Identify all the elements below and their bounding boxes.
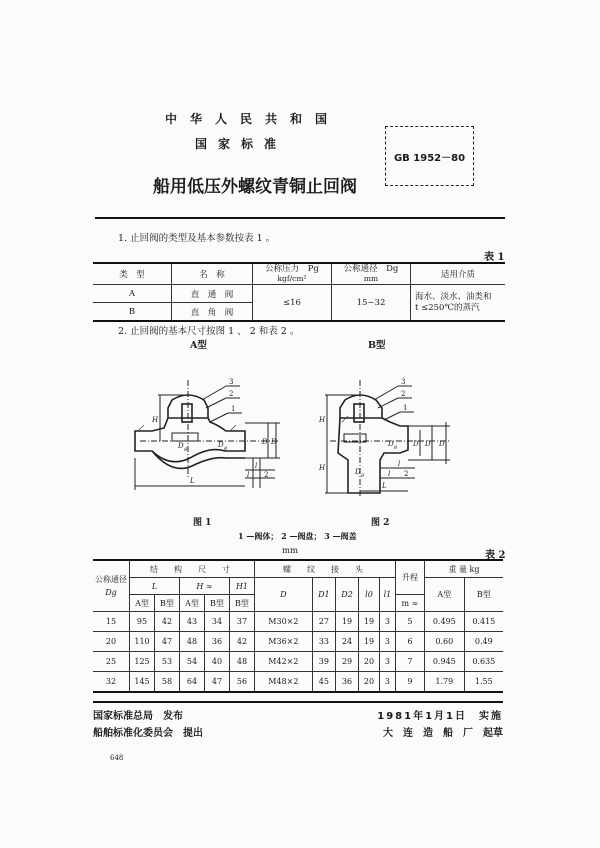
table-row: 15 95 42 43 34 37 M30×2 27 19 19 3 5 0.495 0.415 — [93, 612, 503, 632]
svg-text:l: l — [398, 460, 401, 468]
t2-header-lift: 升程 — [395, 560, 424, 595]
svg-text:H: H — [152, 416, 159, 424]
svg-text:g: g — [224, 445, 228, 451]
figure1-drawing — [130, 378, 280, 493]
unit-label: mm — [282, 546, 299, 556]
footer-divider — [93, 701, 503, 703]
figure2-drawing — [300, 378, 460, 498]
svg-text:l: l — [255, 462, 258, 470]
page-title: 船用低压外螺纹青铜止回阀 — [153, 177, 357, 197]
page-number: 648 — [110, 754, 124, 762]
svg-text:D: D — [425, 440, 431, 448]
section2-text: 2. 止回阀的基本尺寸按图 1 、 2 和表 2 。 — [118, 326, 300, 337]
svg-text:H: H — [319, 464, 326, 472]
proposer: 船舶标准化委员会 提出 — [93, 728, 203, 739]
svg-text:D: D — [388, 440, 394, 448]
country-name: 中华人民共和国 — [165, 112, 341, 126]
svg-text:D: D — [271, 438, 277, 446]
svg-text:2: 2 — [401, 390, 406, 398]
header-divider — [95, 217, 505, 219]
t1-header-pressure: 公称压力 Pg kgf/cm² — [253, 263, 332, 285]
table-row: 32 145 58 64 47 56 M48×2 45 36 20 3 9 1.79 1.55 — [93, 672, 503, 693]
svg-text:1: 1 — [231, 405, 236, 413]
drafter: 大 连 造 船 厂 起草 — [383, 728, 503, 739]
svg-text:g: g — [361, 472, 365, 478]
standard-number-box — [385, 126, 474, 186]
table1-caption: 表 1 — [484, 252, 505, 263]
svg-text:D: D — [218, 441, 224, 449]
table-row: 25 125 53 54 40 48 M42×2 39 29 20 3 7 0.945 0.635 — [93, 652, 503, 672]
svg-text:g: g — [184, 446, 188, 452]
svg-text:1: 1 — [403, 404, 408, 412]
svg-text:g: g — [394, 444, 398, 450]
table2: 公称通径 Dg 结 构 尺 寸 螺 纹 接 头 升程 重 量 kg L H ≈ H1 D D1 D2 l0 l1 A型 B型 A型 B型 A型 B型 B型 m ≈ 15 95 42 43 34 37 M30×2 27 19 19 3 5 0.495 0.415 20 110 47 48 36 42 M36×2 33 24 19 3 6 0.60 0.49 25 125 53 54 40 48 M42×2 39 29 20 3 7 0.945 0.635 32 145 58 64 47 56 M48×2 45 36 20 3 9 1.79 1.55 — [93, 559, 503, 693]
fig-b-label: B型 — [368, 340, 386, 351]
t2-header-structure: 结 构 尺 寸 — [130, 560, 255, 578]
t2-header-dg: 公称通径 Dg — [93, 560, 130, 612]
fig-a-label: A型 — [190, 340, 207, 351]
parts-legend: 1 —阀体； 2 —阀盘； 3 —阀盖 — [238, 531, 357, 541]
svg-text:2: 2 — [404, 470, 409, 478]
table-row: 20 110 47 48 36 42 M36×2 33 24 19 3 6 0.60 0.49 — [93, 632, 503, 652]
standard-type: 国家标准 — [195, 137, 288, 151]
svg-text:2: 2 — [264, 471, 269, 479]
table2-caption: 表 2 — [485, 550, 506, 561]
t2-header-thread: 螺 纹 接 头 — [255, 560, 396, 578]
svg-text:D: D — [413, 440, 419, 448]
t1-pressure: ≤16 — [253, 285, 332, 322]
svg-text:H: H — [319, 416, 326, 424]
svg-text:l: l — [247, 471, 250, 479]
table-row: B 直 角 阀 — [93, 303, 505, 322]
t1-header-medium: 适用介质 — [411, 263, 506, 285]
publisher: 国家标准总局 发布 — [93, 711, 183, 722]
svg-text:L: L — [382, 482, 387, 490]
figure1-caption: 图 1 — [193, 518, 212, 528]
t1-diameter: 15~32 — [332, 285, 411, 322]
t1-header-name: 名 称 — [172, 263, 253, 285]
figure2-caption: 图 2 — [371, 518, 390, 528]
table-row: A 直 通 阀 ≤16 15~32 海水、淡水、油类和 t ≤250℃的蒸汽 — [93, 285, 505, 303]
svg-text:L: L — [190, 477, 195, 485]
svg-text:D: D — [262, 438, 268, 446]
svg-text:3: 3 — [401, 378, 406, 386]
table1 — [93, 262, 505, 322]
t1-header-diameter: 公称通径 Dg mm — [332, 263, 411, 285]
svg-text:D: D — [439, 440, 445, 448]
svg-text:3: 3 — [229, 378, 234, 386]
t1-header-type: 类 型 — [93, 263, 172, 285]
effective-date: 1981年1月1日 实施 — [377, 711, 503, 722]
standard-number: GB 1952－80 — [393, 152, 466, 164]
t1-medium: 海水、淡水、油类和 t ≤250℃的蒸汽 — [411, 285, 506, 322]
t2-header-weight: 重 量 kg — [424, 560, 503, 578]
section1-text: 1. 止回阀的类型及基本参数按表 1 。 — [118, 233, 276, 244]
svg-text:2: 2 — [229, 390, 234, 398]
svg-text:l: l — [388, 470, 391, 478]
svg-text:D: D — [355, 468, 361, 476]
svg-text:D: D — [178, 442, 184, 450]
